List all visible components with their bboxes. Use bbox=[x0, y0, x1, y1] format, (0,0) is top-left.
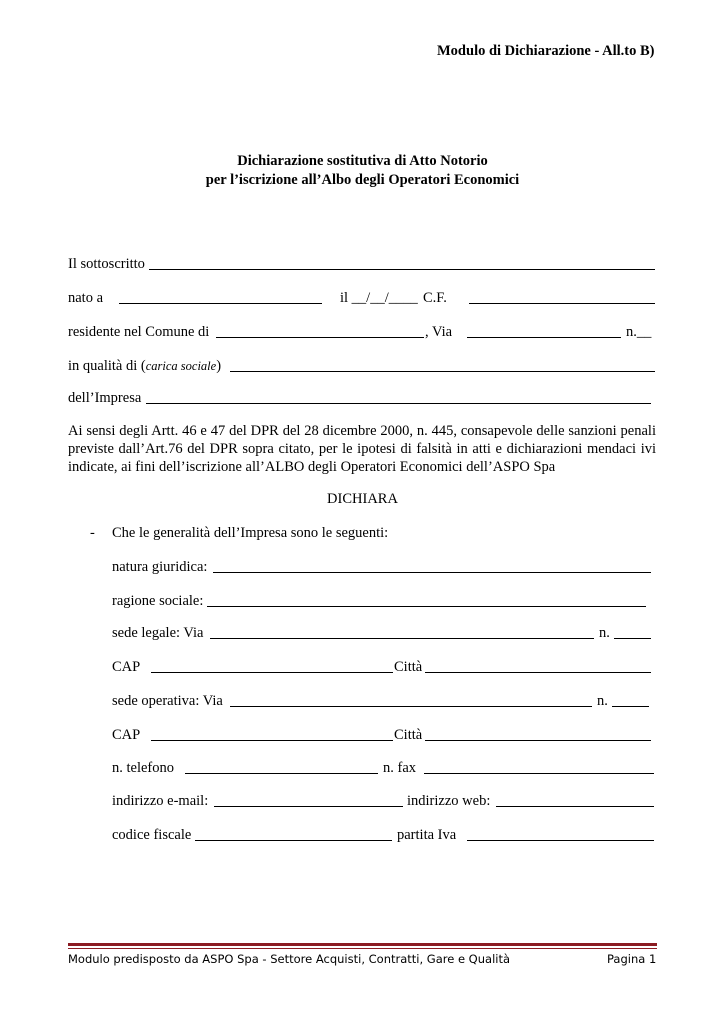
birth-date-field[interactable]: il __/__/____ bbox=[340, 290, 418, 306]
cap-field-2[interactable] bbox=[151, 727, 393, 741]
email-label: indirizzo e-mail: bbox=[112, 793, 209, 809]
qualita-label: in qualità di (carica sociale) bbox=[68, 358, 222, 374]
fax-label: n. fax bbox=[383, 760, 417, 776]
cap-field-1[interactable] bbox=[151, 659, 393, 673]
impresa-field[interactable] bbox=[146, 390, 651, 404]
footer-rule-thick bbox=[68, 943, 657, 946]
web-label: indirizzo web: bbox=[407, 793, 491, 809]
cap-label-2: CAP bbox=[112, 727, 141, 743]
sede-legale-n-label: n. bbox=[599, 625, 610, 641]
nato-a-label: nato a bbox=[68, 290, 104, 306]
telefono-field[interactable] bbox=[185, 760, 378, 774]
cf-field[interactable] bbox=[469, 290, 655, 304]
email-field[interactable] bbox=[214, 793, 403, 807]
cf-label: C.F. bbox=[423, 290, 447, 306]
codice-fiscale-label: codice fiscale bbox=[112, 827, 192, 843]
title-line-1: Dichiarazione sostitutiva di Atto Notorio bbox=[237, 153, 488, 169]
sede-legale-n-field[interactable] bbox=[614, 625, 651, 639]
codice-fiscale-field[interactable] bbox=[195, 827, 392, 841]
dichiara-heading: DICHIARA bbox=[327, 491, 398, 507]
sede-legale-field[interactable] bbox=[210, 625, 594, 639]
sottoscritto-label: Il sottoscritto bbox=[68, 256, 145, 272]
natura-label: natura giuridica: bbox=[112, 559, 208, 575]
sede-operativa-n-label: n. bbox=[597, 693, 608, 709]
impresa-label: dell’Impresa bbox=[68, 390, 142, 406]
sede-operativa-field[interactable] bbox=[230, 693, 592, 707]
telefono-label: n. telefono bbox=[112, 760, 175, 776]
civico-field[interactable]: n.__ bbox=[626, 324, 652, 340]
ragione-label: ragione sociale: bbox=[112, 593, 204, 609]
qualita-field[interactable] bbox=[230, 358, 655, 372]
ragione-field[interactable] bbox=[207, 593, 646, 607]
legal-paragraph: Ai sensi degli Artt. 46 e 47 del DPR del 28 dicembre 2000, n. 445, consapevole delle sanzioni penali previste dall’Art.76 del DPR sopra citato, per le ipotesi di falsità in atti e dichiarazioni mendaci ivi indicate, ai fini dell’iscrizione all’ALBO degli Operatori Economici dell’ASPO Spa bbox=[68, 423, 656, 475]
carica-sociale-label: carica sociale bbox=[145, 359, 217, 373]
natura-field[interactable] bbox=[213, 559, 651, 573]
fax-field[interactable] bbox=[424, 760, 654, 774]
title-line-2: per l’iscrizione all’Albo degli Operatori Economici bbox=[205, 172, 520, 188]
sede-operativa-n-field[interactable] bbox=[612, 693, 649, 707]
nato-a-field[interactable] bbox=[119, 290, 322, 304]
citta-field-1[interactable] bbox=[425, 659, 651, 673]
bullet-dash: - bbox=[90, 525, 95, 541]
partita-iva-label: partita Iva bbox=[397, 827, 457, 843]
citta-label-2: Città bbox=[394, 727, 423, 743]
via-field[interactable] bbox=[467, 324, 621, 338]
partita-iva-field[interactable] bbox=[467, 827, 654, 841]
citta-label-1: Città bbox=[394, 659, 423, 675]
page-number: Pagina 1 bbox=[607, 952, 657, 966]
cap-label-1: CAP bbox=[112, 659, 141, 675]
module-label: Modulo di Dichiarazione - All.to B) bbox=[437, 43, 655, 59]
sede-operativa-label: sede operativa: Via bbox=[112, 693, 223, 709]
web-field[interactable] bbox=[496, 793, 654, 807]
footer-text: Modulo predisposto da ASPO Spa - Settore Acquisti, Contratti, Gare e Qualità bbox=[68, 952, 511, 966]
bullet-text: Che le generalità dell’Impresa sono le seguenti: bbox=[112, 525, 389, 541]
sottoscritto-field[interactable] bbox=[149, 256, 655, 270]
via-label: , Via bbox=[425, 324, 453, 340]
comune-field[interactable] bbox=[216, 324, 424, 338]
residente-label: residente nel Comune di bbox=[68, 324, 210, 340]
footer-rule-thin bbox=[68, 948, 657, 949]
sede-legale-label: sede legale: Via bbox=[112, 625, 204, 641]
citta-field-2[interactable] bbox=[425, 727, 651, 741]
